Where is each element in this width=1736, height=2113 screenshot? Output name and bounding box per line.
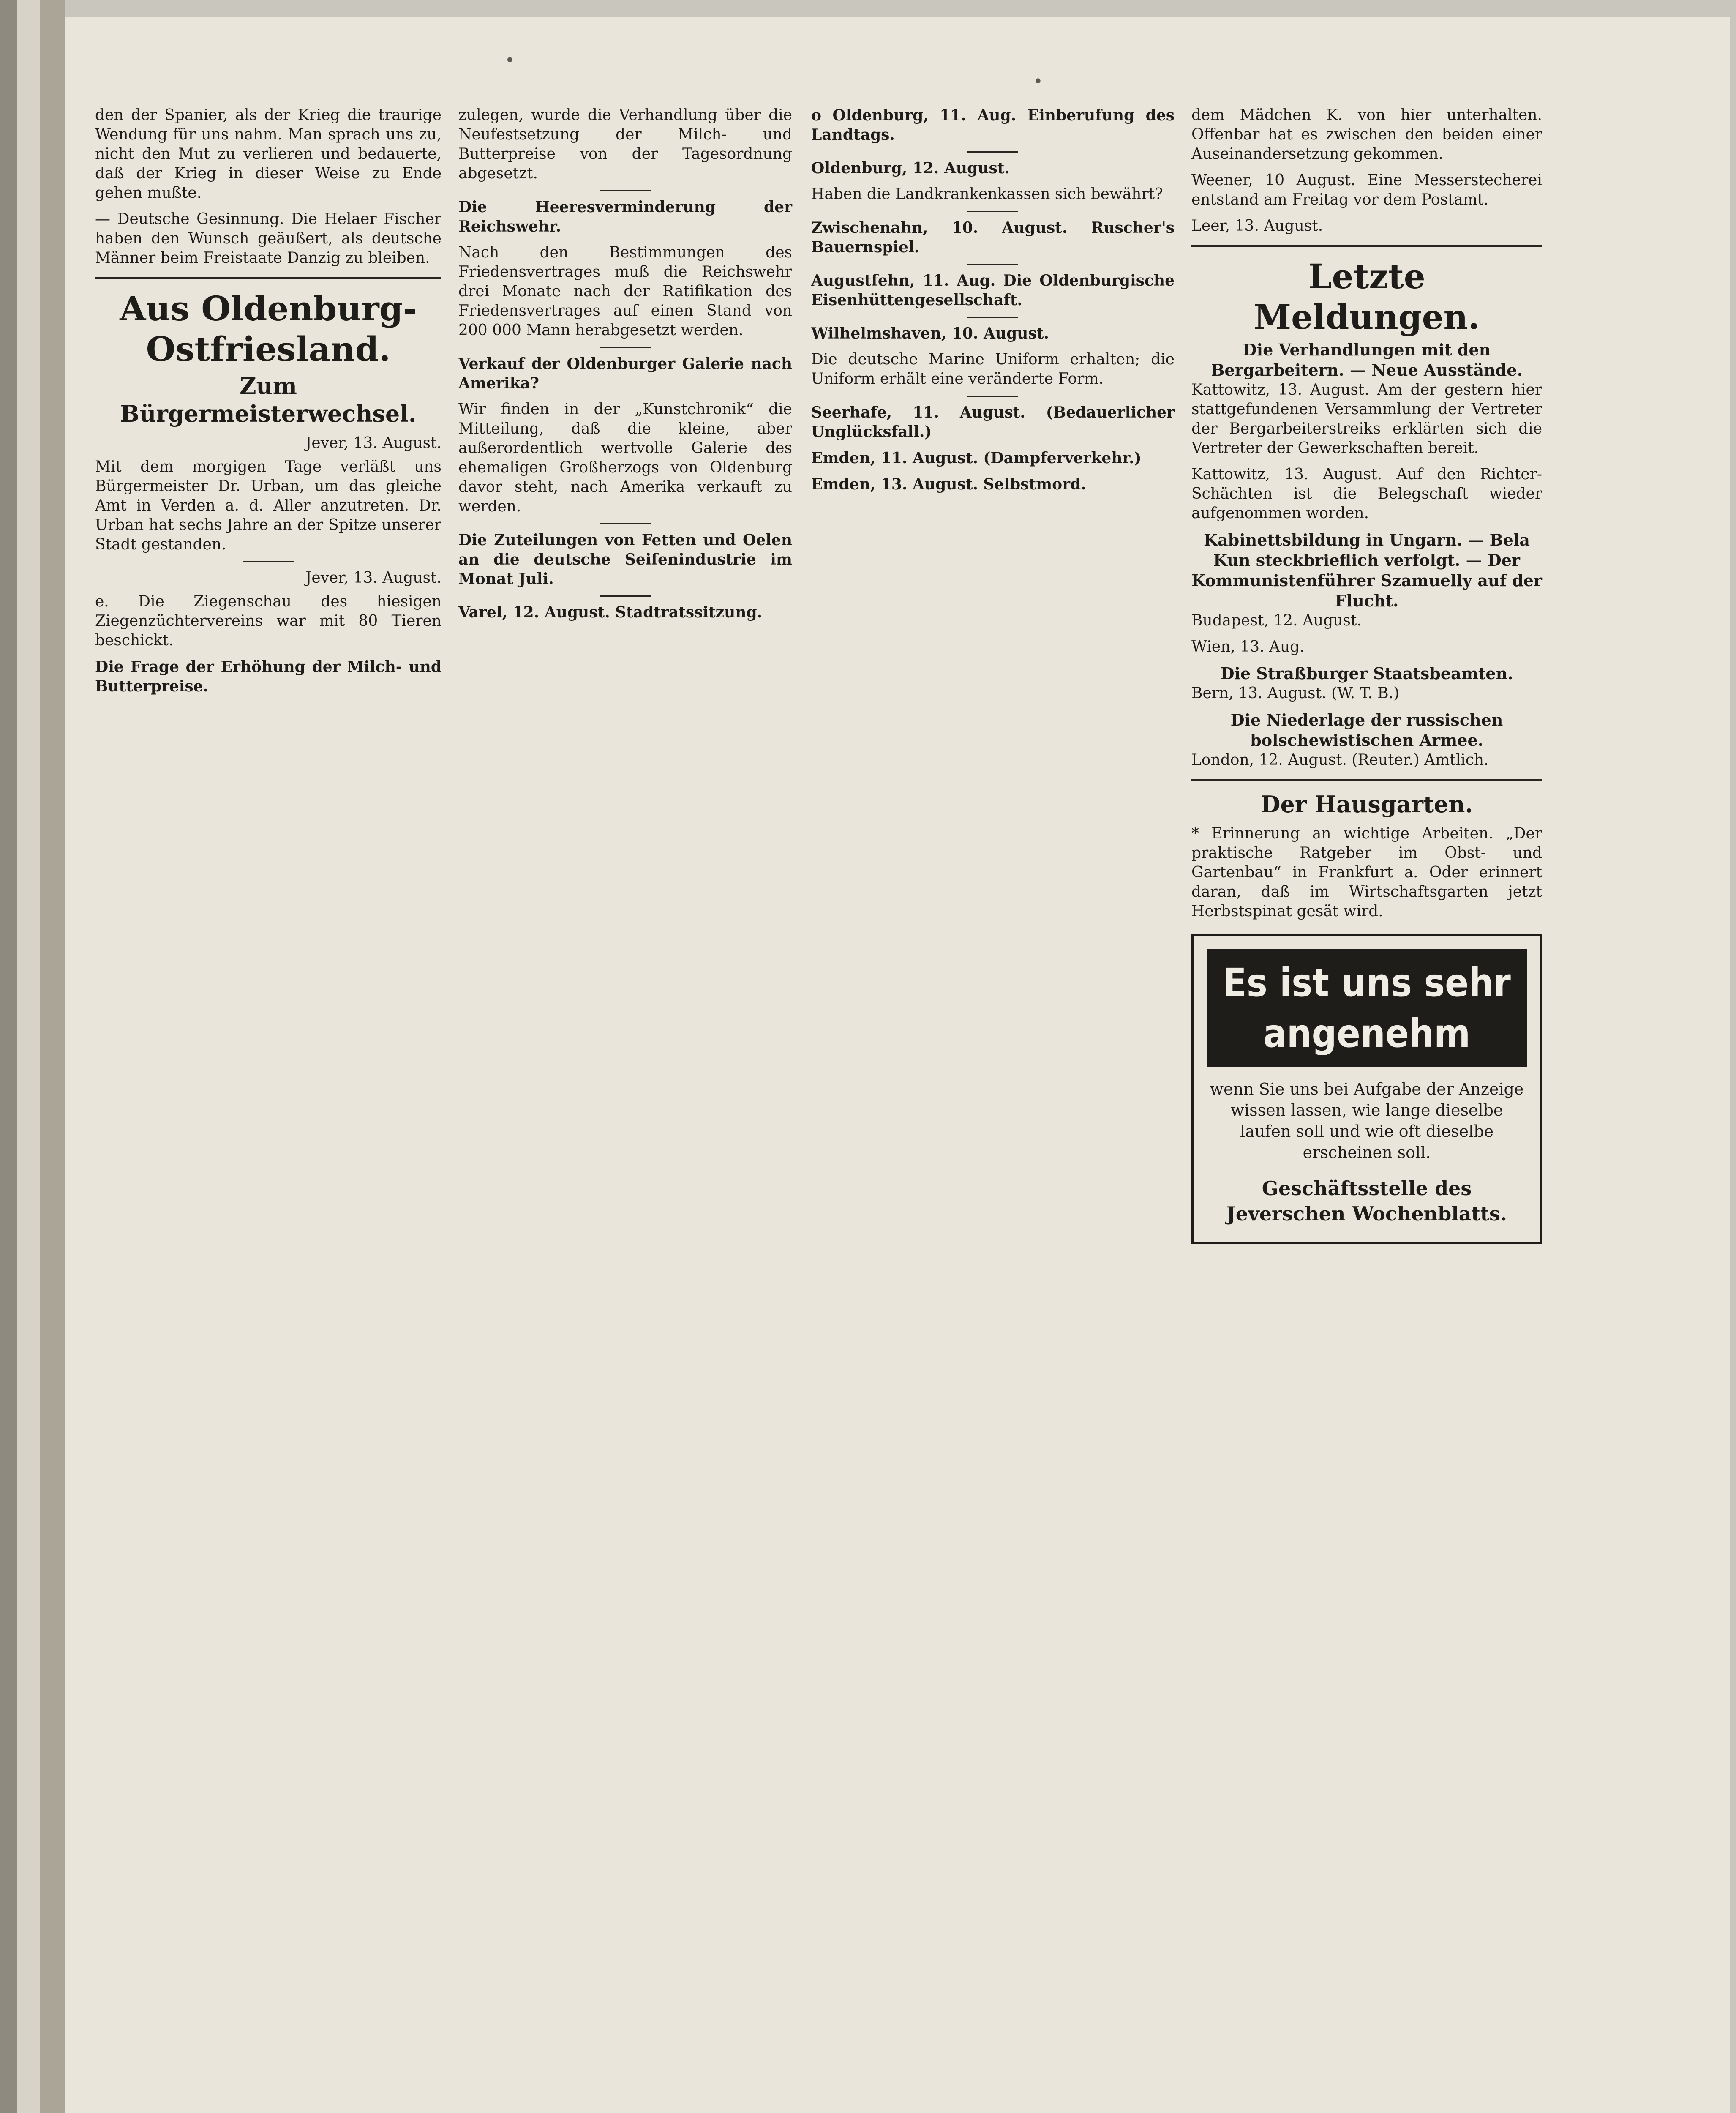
newspaper-page <box>65 17 1730 2113</box>
dateline: Emden, 13. August. Selbstmord. <box>811 475 1086 493</box>
dateline: Zwischenahn, 10. August. Ruscher's Bauernspiel. <box>811 219 1175 256</box>
dateline: Wien, 13. Aug. <box>1191 638 1305 655</box>
article-text: e. Die Ziegenschau des hiesigen Ziegenzüchtervereins war mit 80 Tieren beschickt. <box>95 593 441 649</box>
article-text: Kattowitz, 13. August. Auf den Richter-Schächten ist die Belegschaft wieder aufgenommen worden. <box>1191 466 1542 522</box>
article-heading: Die Straßburger Staatsbeamten. <box>1220 664 1513 683</box>
dateline: Jever, 13. August. <box>305 569 441 587</box>
divider <box>600 523 651 524</box>
advertisement-banner: Es ist uns sehr angenehm <box>1207 949 1527 1067</box>
column-4 <box>1191 106 1542 1244</box>
intro-text: den der Spanier, als der Krieg die traurige Wendung für uns nahm. Man sprach uns zu, nicht den Mut zu verlieren und bedauerte, daß der Krieg in dieser Weise zu Ende gehen mußte. <box>95 106 441 202</box>
article-text: Weener, 10 August. Eine Messerstecherei entstand am Freitag vor dem Postamt. <box>1191 172 1542 208</box>
dateline: Wilhelmshaven, 10. August. <box>811 325 1049 342</box>
advertisement-box <box>1191 934 1542 1244</box>
divider <box>967 264 1018 265</box>
article-heading: o Oldenburg, 11. Aug. Einberufung des Landtags. <box>811 106 1175 144</box>
divider <box>243 561 294 562</box>
article-heading: Die Zuteilungen von Fetten und Oelen an die deutsche Seifenindustrie im Monat Juli. <box>458 531 792 588</box>
divider <box>1191 245 1542 247</box>
divider <box>600 190 651 191</box>
speck-mark: • <box>1033 72 1043 91</box>
speck-mark: • <box>505 51 515 70</box>
gesinnung-text: — Deutsche Gesinnung. Die Helaer Fischer haben den Wunsch geäußert, als deutsche Männer beim Freistaate Danzig zu bleiben. <box>95 210 441 267</box>
article-heading: Kabinettsbildung in Ungarn. — Bela Kun steckbrieflich verfolgt. — Der Kommunistenführer Szamuelly auf der Flucht. <box>1191 530 1542 610</box>
divider <box>967 151 1018 153</box>
dateline: Emden, 11. August. (Dampferverkehr.) <box>811 449 1142 467</box>
letzte-meldungen-title: Letzte Meldungen. <box>1254 257 1480 337</box>
divider <box>1191 779 1542 781</box>
divider <box>600 595 651 597</box>
article-heading: Die Niederlage der russischen bolschewistischen Armee. <box>1230 710 1503 750</box>
column-1 <box>95 106 441 703</box>
hausgarten-title: Der Hausgarten. <box>1260 791 1473 818</box>
section-title: Aus Oldenburg-Ostfriesland. <box>120 289 417 369</box>
dateline: Augustfehn, 11. Aug. Die Oldenburgische Eisenhüttengesellschaft. <box>811 272 1175 309</box>
article-text: Nach den Bestimmungen des Friedensvertrages muß die Reichswehr drei Monate nach der Ratifikation des Friedensvertrages auf einen Stand von 200 000 Mann herabgesetzt werden. <box>458 244 792 339</box>
divider <box>967 396 1018 397</box>
page-edge-dark <box>0 0 17 2113</box>
article-heading: Die Heeresverminderung der Reichswehr. <box>458 198 792 235</box>
advertisement-sender: Geschäftsstelle des Jeverschen Wochenblatts. <box>1226 1177 1507 1225</box>
dateline: Seerhafe, 11. August. (Bedauerlicher Unglücksfall.) <box>811 404 1175 441</box>
article-text: Haben die Landkrankenkassen sich bewährt? <box>811 186 1163 203</box>
article-text: * Erinnerung an wichtige Arbeiten. „Der praktische Ratgeber im Obst- und Gartenbau“ in Frankfurt a. Oder erinnert daran, daß im Wirtschaftsgarten jetzt Herbstspinat gesät wird. <box>1191 825 1542 920</box>
article-text: Kattowitz, 13. August. Am der gestern hier stattgefundenen Versammlung der Vertreter der Bergarbeiterstreiks erklärten sich die Vertreter der Gewerkschaften bereit. <box>1191 381 1542 457</box>
column-3 <box>811 106 1175 501</box>
article-text: Die deutsche Marine Uniform erhalten; die Uniform erhält eine veränderte Form. <box>811 351 1175 388</box>
dateline: Bern, 13. August. (W. T. B.) <box>1191 685 1400 702</box>
dateline: Oldenburg, 12. August. <box>811 159 1010 177</box>
article-heading: Verkauf der Oldenburger Galerie nach Amerika? <box>458 355 792 392</box>
dateline: London, 12. August. (Reuter.) Amtlich. <box>1191 751 1489 769</box>
divider <box>967 211 1018 212</box>
divider <box>95 277 441 279</box>
column-2 <box>458 106 792 629</box>
dateline: Varel, 12. August. Stadtratssitzung. <box>458 603 763 621</box>
advertisement-text: wenn Sie uns bei Aufgabe der Anzeige wissen lassen, wie lange dieselbe laufen soll und wie oft dieselbe erscheinen soll. <box>1210 1080 1524 1162</box>
letzte-meldungen-subtitle: Die Verhandlungen mit den Bergarbeitern. — Neue Ausstände. <box>1211 340 1523 379</box>
article-heading: Die Frage der Erhöhung der Milch- und Butterpreise. <box>95 658 441 695</box>
section-subtitle: Zum Bürgermeisterwechsel. <box>120 372 417 427</box>
article-text: Mit dem morgigen Tage verläßt uns Bürgermeister Dr. Urban, um das gleiche Amt in Verden a. d. Aller anzutreten. Dr. Urban hat sechs Jahre an der Spitze unserer Stadt gestanden. <box>95 458 441 553</box>
article-text: Wir finden in der „Kunstchronik“ die Mitteilung, daß die kleine, aber außerordentlich wertvolle Galerie des ehemaligen Großherzogs von Oldenburg davor steht, nach Amerika verkauft zu werden. <box>458 401 792 515</box>
article-text: zulegen, wurde die Verhandlung über die Neufestsetzung der Milch- und Butterpreise von der Tagesordnung abgesetzt. <box>458 106 792 182</box>
divider <box>600 347 651 348</box>
divider <box>967 317 1018 318</box>
dateline: Jever, 13. August. <box>305 434 441 452</box>
article-text: dem Mädchen K. von hier unterhalten. Offenbar hat es zwischen den beiden einer Auseinandersetzung gekommen. <box>1191 106 1542 163</box>
page-edge-mid <box>40 0 65 2113</box>
article-text: Leer, 13. August. <box>1191 217 1323 235</box>
dateline: Budapest, 12. August. <box>1191 612 1362 629</box>
page-edge-light <box>17 0 40 2113</box>
